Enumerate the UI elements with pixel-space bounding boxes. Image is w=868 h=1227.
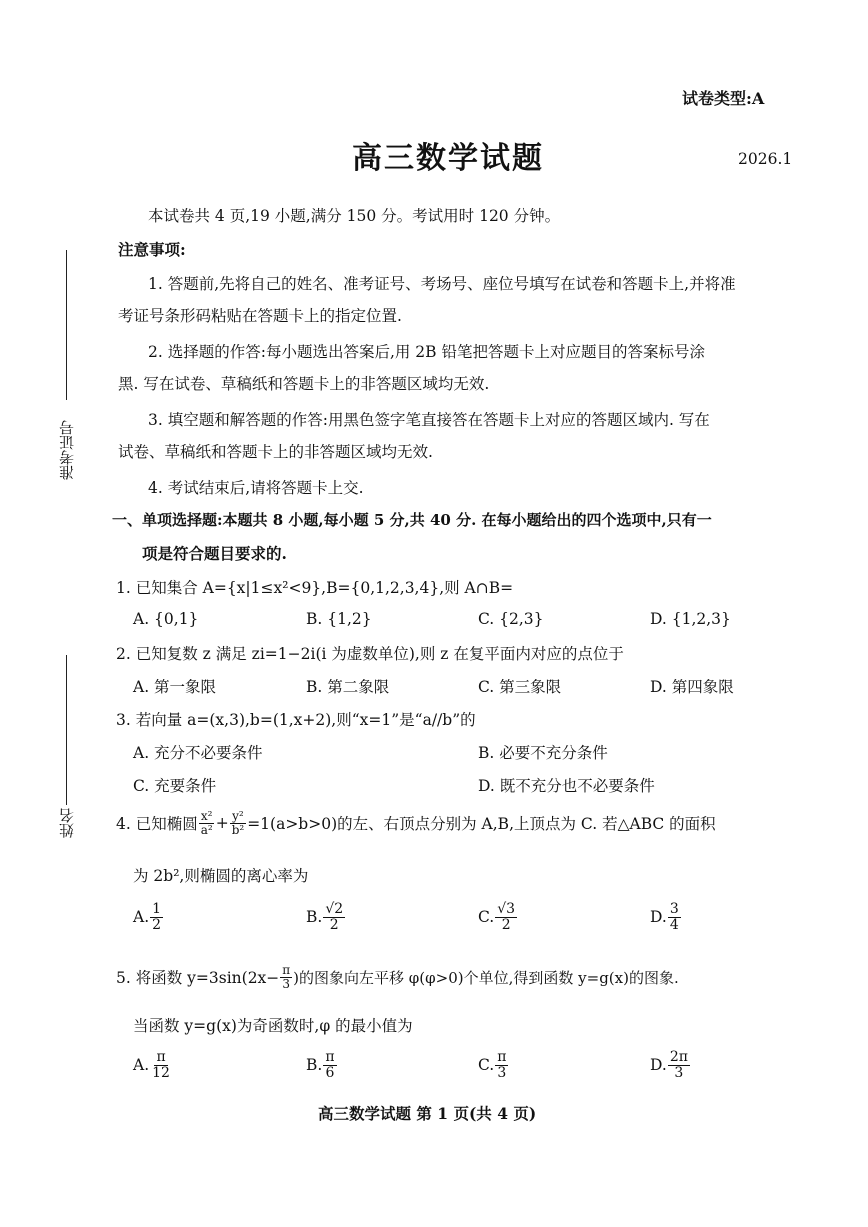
question-4-stem [116,810,716,836]
question-4-option-c-num: √3 [497,901,516,917]
question-5-option-d-label: D. [650,1056,667,1075]
question-5-option-d [650,1050,691,1080]
question-1-option-b: B. {1,2} [306,610,372,628]
question-3-option-b: B. 必要不充分条件 [478,744,608,762]
question-4-option-c-den: 2 [501,916,511,933]
question-4-option-a [133,902,164,932]
question-4-option-a-den: 2 [152,916,162,933]
question-4-fraction-y-num: y² [232,809,244,823]
question-4-prefix: 4. 已知椭圆 [116,815,198,834]
question-1-option-d: D. {1,2,3} [650,610,731,628]
question-2-option-c: C. 第三象限 [478,678,562,696]
question-4-option-d [650,902,682,932]
question-4-option-d-fraction [668,902,681,932]
question-4-option-d-num: 3 [669,901,679,917]
question-4-option-a-label: A. [133,908,150,927]
question-4-option-b-num: √2 [325,901,344,917]
question-1-option-c: C. {2,3} [478,610,544,628]
page-title: 高三数学试题 [352,141,544,176]
question-4-fraction-x-num: x² [200,809,213,823]
name-line [66,655,67,805]
question-5-option-b-num: π [325,1049,335,1065]
intro-text: 本试卷共 4 页,19 小题,满分 150 分。考试用时 120 分钟。 [148,207,561,225]
question-5-option-c-fraction [495,1050,508,1080]
question-3-option-a: A. 充分不必要条件 [133,744,263,762]
question-2-option-b: B. 第二象限 [306,678,390,696]
notice-item-1-line-1: 1. 答题前,先将自己的姓名、准考证号、考场号、座位号填写在试卷和答题卡上,并将准 [148,275,736,293]
notice-item-2-line-1: 2. 选择题的作答:每小题选出答案后,用 2B 铅笔把答题卡上对应题目的答案标号涂 [148,343,705,361]
question-2-stem: 2. 已知复数 z 满足 zi=1−2i(i 为虚数单位),则 z 在复平面内对应的点位于 [116,645,624,663]
paper-type: 试卷类型:A [682,89,765,108]
question-4-option-b-label: B. [306,908,323,927]
question-5-option-c-den: 3 [497,1064,507,1081]
question-4-option-a-num: 1 [152,901,162,917]
exam-date: 2026.1 [738,150,793,168]
name-label: 姓名 [58,808,76,838]
question-5-stem [116,964,679,990]
question-4-fraction-x-den: a² [200,822,213,837]
question-4-option-d-den: 4 [669,916,679,933]
question-5-option-a-den: 12 [152,1064,170,1081]
question-4-option-c-label: C. [478,908,495,927]
notice-item-1-line-2: 考证号条形码粘贴在答题卡上的指定位置. [118,307,402,325]
question-5-fraction [280,964,292,990]
question-4-option-c [478,902,518,932]
question-4-plus: + [215,814,229,833]
question-3-stem: 3. 若向量 a=(x,3),b=(1,x+2),则“x=1”是“a//b”的 [116,711,476,729]
question-4-option-c-fraction [495,902,517,932]
question-5-option-a [133,1050,173,1080]
section-1-heading-line-1: 一、单项选择题:本题共 8 小题,每小题 5 分,共 40 分. 在每小题给出的四个选项中,只有一 [112,511,712,529]
question-2-option-d: D. 第四象限 [650,678,734,696]
notice-item-2-line-2: 黑. 写在试卷、草稿纸和答题卡上的非答题区域均无效. [118,375,490,393]
question-2-option-a: A. 第一象限 [133,678,217,696]
question-5-option-b-fraction [323,1050,336,1080]
exam-number-label: 准考证号 [58,420,76,480]
question-4-fraction-y [230,810,247,836]
question-3-option-c: C. 充要条件 [133,777,217,795]
question-5-option-c-label: C. [478,1056,495,1075]
notice-heading: 注意事项: [118,240,186,259]
question-4-line-2: 为 2b²,则椭圆的离心率为 [133,867,309,885]
question-4-option-b [306,902,346,932]
page-footer: 高三数学试题 第 1 页(共 4 页) [318,1104,537,1123]
question-5-fraction-num: π [282,963,291,977]
exam-number-line [66,250,67,400]
question-5-option-c [478,1050,509,1080]
question-5-option-a-fraction [150,1050,172,1080]
question-4-suffix: =1(a>b>0)的左、右顶点分别为 A,B,上顶点为 C. 若△ABC 的面积 [247,815,716,834]
notice-item-4: 4. 考试结束后,请将答题卡上交. [148,479,364,497]
question-4-option-d-label: D. [650,908,667,927]
question-5-option-a-label: A. [133,1056,150,1075]
question-5-suffix: )的图象向左平移 φ(φ>0)个单位,得到函数 y=g(x)的图象. [293,968,679,987]
question-5-fraction-den: 3 [282,976,291,991]
notice-item-3-line-1: 3. 填空题和解答题的作答:用黑色签字笔直接答在答题卡上对应的答题区域内. 写在 [148,411,710,429]
question-1-option-a: A. {0,1} [133,610,199,628]
question-5-option-b [306,1050,338,1080]
question-4-fraction-y-den: b² [231,822,245,837]
section-1-heading-line-2: 项是符合题目要求的. [142,544,287,563]
question-5-option-d-num: 2π [669,1049,688,1065]
question-5-line-2: 当函数 y=g(x)为奇函数时,φ 的最小值为 [133,1017,413,1035]
question-5-option-d-fraction [668,1050,690,1080]
notice-item-3-line-2: 试卷、草稿纸和答题卡上的非答题区域均无效. [118,443,433,461]
question-4-option-a-fraction [150,902,163,932]
question-5-option-d-den: 3 [674,1064,684,1081]
question-5-option-a-num: π [156,1049,166,1065]
question-4-fraction-x [199,810,215,836]
question-5-option-c-num: π [497,1049,507,1065]
question-4-option-b-den: 2 [329,916,339,933]
question-3-option-d: D. 既不充分也不必要条件 [478,777,655,795]
question-5-prefix: 5. 将函数 y=3sin(2x− [116,969,280,988]
question-5-option-b-den: 6 [325,1064,335,1081]
question-5-option-b-label: B. [306,1056,323,1075]
question-1-stem: 1. 已知集合 A={x|1≤x²<9},B={0,1,2,3,4},则 A∩B= [116,579,514,597]
question-4-option-b-fraction [323,902,345,932]
